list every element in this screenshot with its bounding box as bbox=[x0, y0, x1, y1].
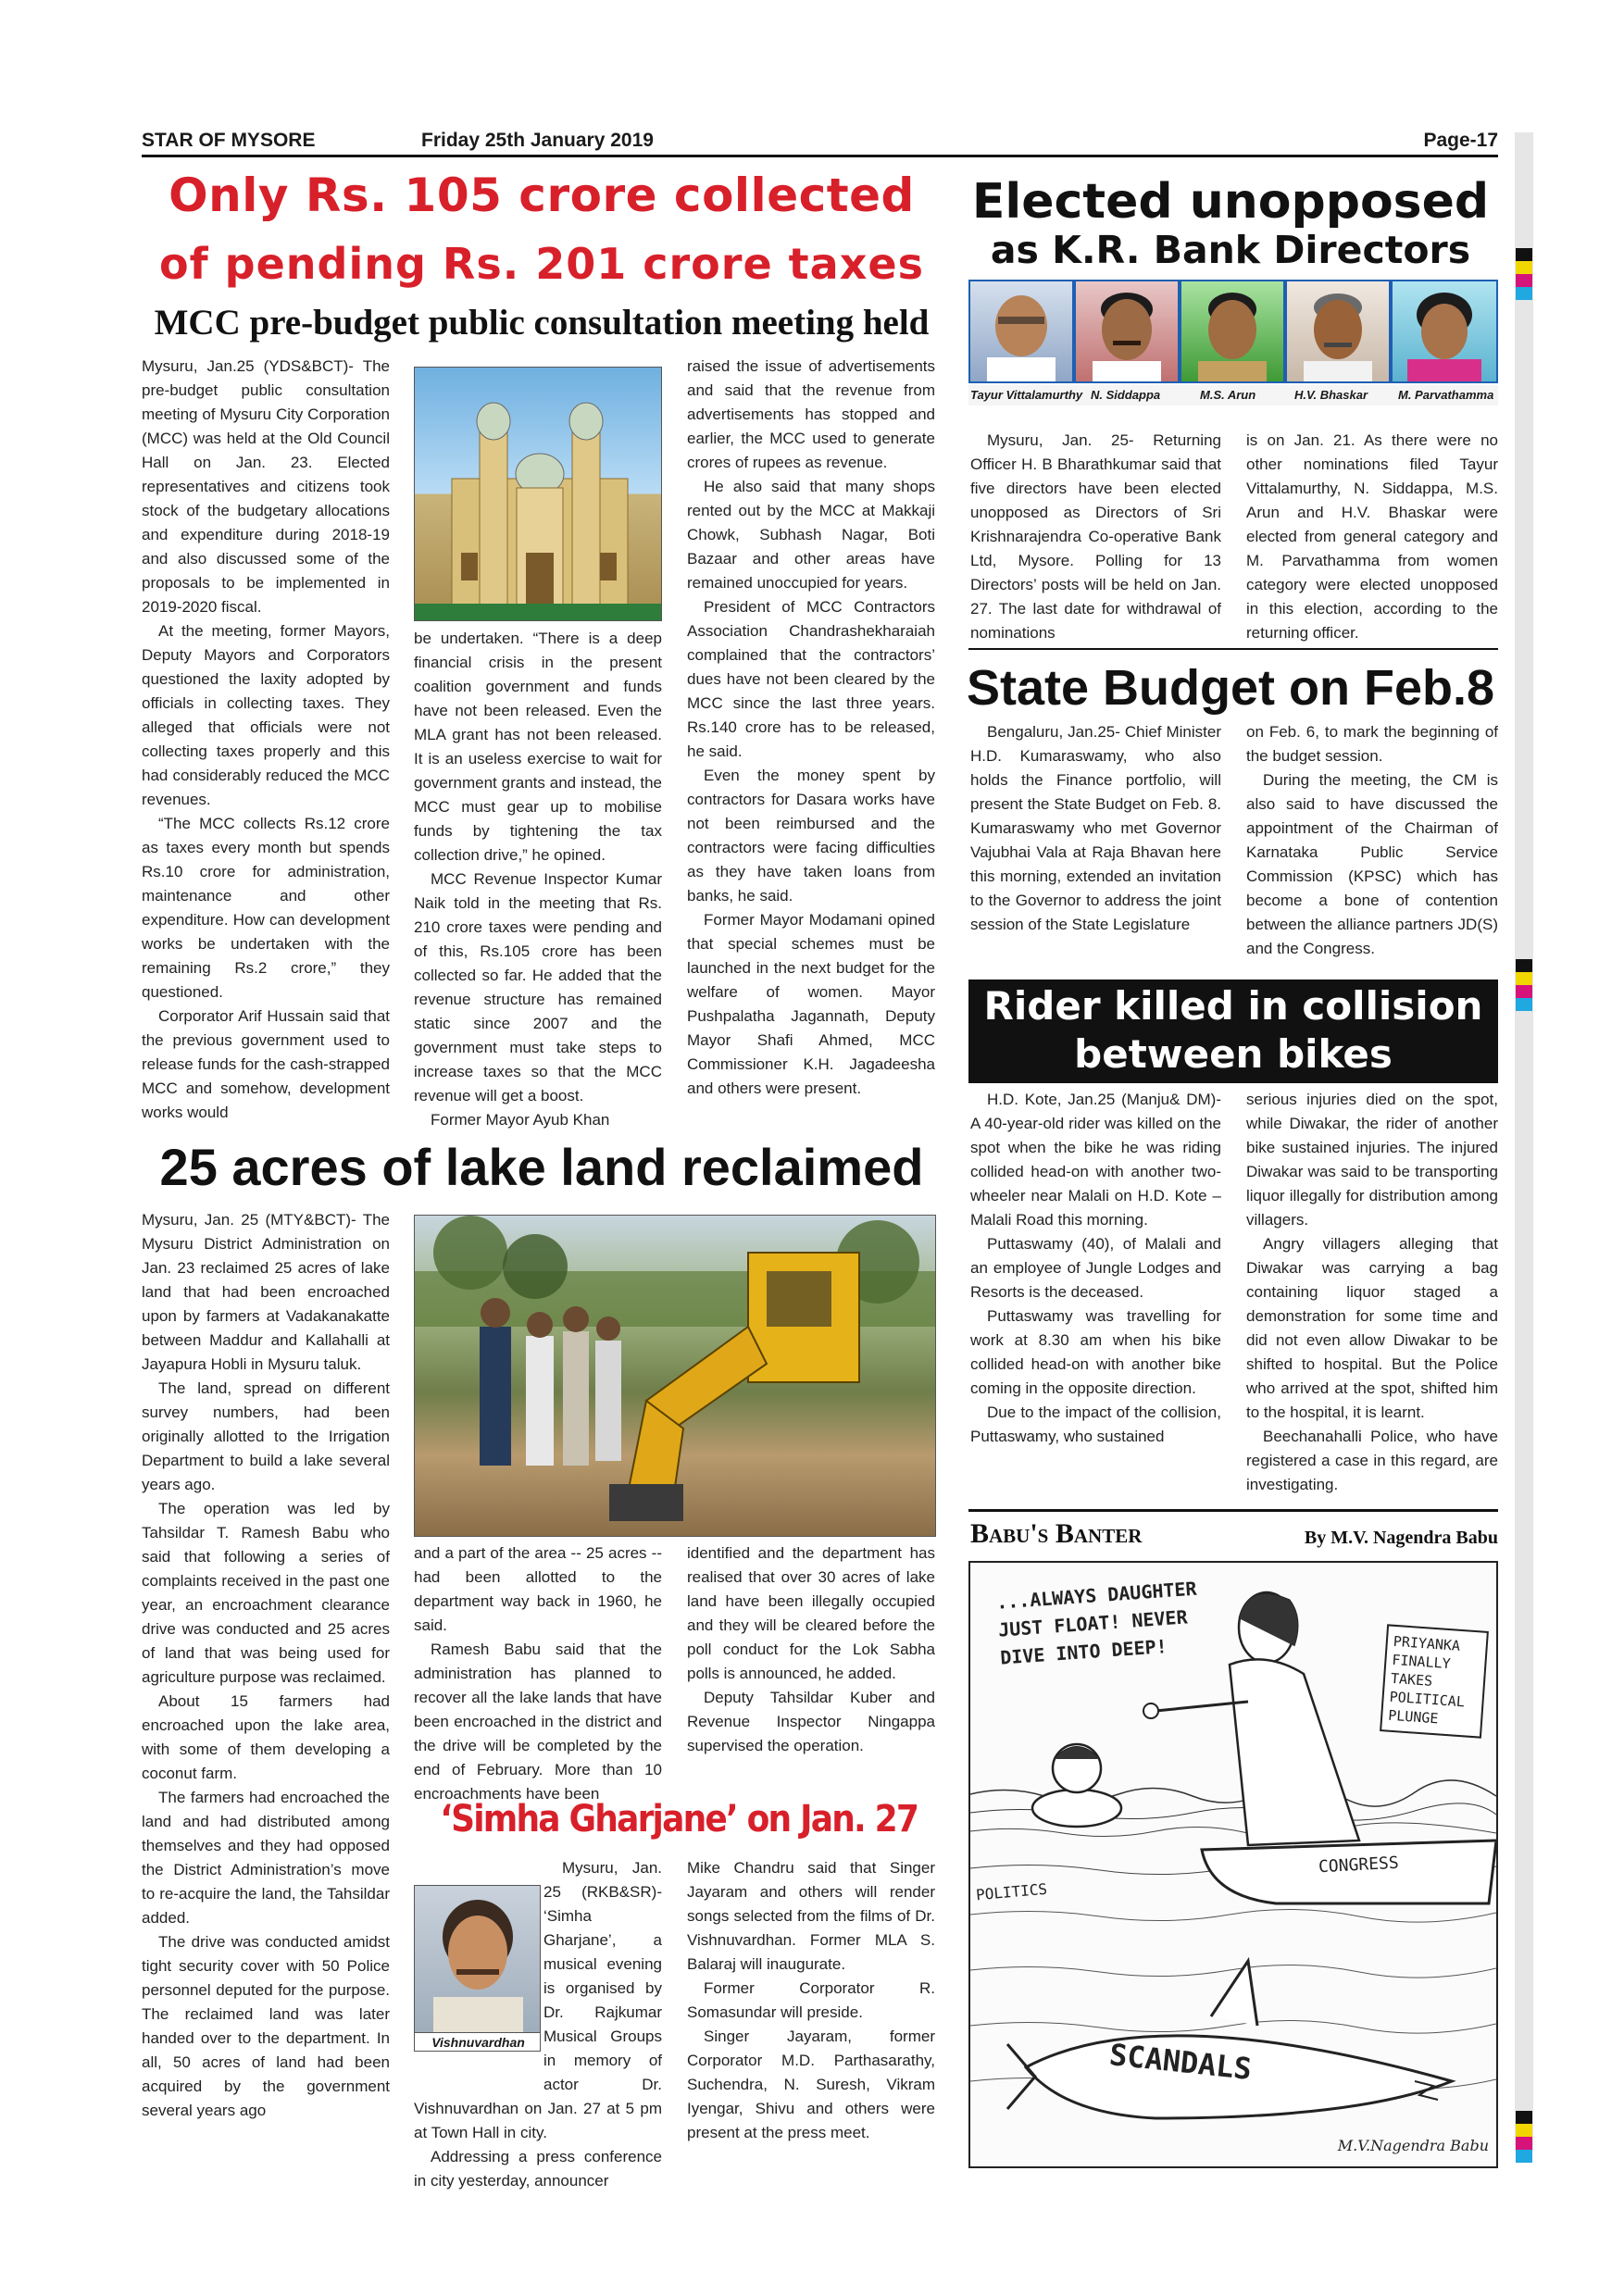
paragraph: Beechanahalli Police, who have registered a case in this regard, are investigating. bbox=[1246, 1428, 1498, 1493]
paper-name: STAR OF MYSORE bbox=[142, 130, 316, 151]
paragraph: on Feb. 6, to mark the beginning of the budget session. bbox=[1246, 723, 1498, 765]
mcc-headline-2: of pending Rs. 201 crore taxes bbox=[159, 239, 924, 289]
simha-column-2-top bbox=[414, 1856, 662, 2193]
paragraph: Angry villagers alleging that Diwakar was carrying a bag containing liquor staged a demonstration for some time and did not even allow Diwakar to be shifted to hospital. But the Police who arrived at the spot, shifted him to the hospital, it is learnt. bbox=[1246, 1235, 1498, 1421]
director-photo bbox=[970, 281, 1072, 381]
director-photo bbox=[1287, 281, 1389, 381]
paragraph: The drive was conducted amidst tight security cover with 50 Police personnel deputed for the purpose. The reclaimed land was later handed over to the department. In all, 50 acres of land had been acquired by the government several years ago bbox=[142, 1933, 390, 2119]
cartoon-boat-label: CONGRESS bbox=[1318, 1853, 1400, 1878]
cartoon-section-title: Babu's Banter bbox=[970, 1518, 1143, 1549]
lake-column-3 bbox=[687, 1541, 935, 1758]
paragraph: Bengaluru, Jan.25- Chief Minister H.D. Kumaraswamy, who also holds the Finance portfolio, will present the State Budget on Feb. 8. Kumaraswamy who met Governor Vajubhai Vala at Raja Bhavan here this morning, extended an invitation to the Governor to address the joint session of the State Legislature bbox=[970, 723, 1221, 933]
cartoon-signature: M.V.Nagendra Babu bbox=[1337, 2137, 1489, 2154]
cartoon-byline: By M.V. Nagendra Babu bbox=[1304, 1528, 1498, 1548]
paragraph: identified and the department has realised that over 30 acres of lake land have been illegally occupied and they will be cleared before the poll conduct for the Lok Sabha polls is announced, he added. bbox=[687, 1544, 935, 1682]
director-caption: M. Parvathamma bbox=[1398, 388, 1494, 402]
director-captions bbox=[968, 385, 1498, 406]
bank-column-2 bbox=[1246, 429, 1498, 645]
header-rule bbox=[142, 155, 1498, 157]
paragraph: Mysuru, Jan. 25- Returning Officer H. B Bharathkumar said that five directors have been elected unopposed as Directors of Sri Krishnarajendra Co-operative Bank Ltd, Mysore. Polling for 13 Directors’ posts will be held on Jan. 27. The last date for withdrawal of nominations bbox=[970, 431, 1221, 642]
rider-headline-1: Rider killed in collision bbox=[983, 983, 1483, 1029]
issue-date: Friday 25th January 2019 bbox=[421, 130, 654, 151]
mcc-column-1 bbox=[142, 355, 390, 1125]
paragraph: Former Corporator R. Somasundar will preside. bbox=[687, 1979, 935, 2021]
paragraph: Deputy Tahsildar Kuber and Revenue Inspector Ningappa supervised the operation. bbox=[687, 1689, 935, 1754]
director-photo bbox=[1393, 281, 1496, 381]
director-photo bbox=[1181, 281, 1283, 381]
budget-column-1 bbox=[970, 720, 1221, 937]
paragraph: The operation was led by Tahsildar T. Ramesh Babu who said that following a series of complaints received in the past one year, an encroachment clearance drive was conducted and 25 acres of land that was being used for agriculture purpose was reclaimed. bbox=[142, 1500, 390, 1686]
cartoon-frame bbox=[968, 1561, 1498, 2168]
budget-column-2 bbox=[1246, 720, 1498, 961]
rider-column-2 bbox=[1246, 1088, 1498, 1497]
director-caption: H.V. Bhaskar bbox=[1294, 388, 1368, 402]
bank-bottom-rule bbox=[968, 648, 1498, 650]
mcc-column-2 bbox=[414, 627, 662, 1132]
masthead-bar bbox=[142, 128, 1498, 154]
paragraph: Addressing a press conference in city yesterday, announcer bbox=[414, 2148, 662, 2190]
rider-headline-2: between bikes bbox=[1074, 1031, 1393, 1077]
paragraph: Corporator Arif Hussain said that the previous government used to release funds for the cash-strapped MCC and somehow, development works would bbox=[142, 1007, 390, 1121]
registration-mark-bottom bbox=[1516, 2111, 1532, 2163]
director-photos bbox=[968, 280, 1498, 383]
paragraph: Mysuru, Jan.25 (YDS&BCT)- The pre-budget public consultation meeting of Mysuru City Corporation (MCC) was held at the Old Council Hall on Jan. 23. Elected representatives and citizens took stock of the budgetary allocations and expenditure during 2018-19 and also discussed some of the proposals to be implemented in 2019-2020 fiscal. bbox=[142, 357, 390, 616]
vishnuvardhan-caption: Vishnuvardhan bbox=[415, 2032, 541, 2051]
registration-mark-top bbox=[1516, 248, 1532, 300]
paragraph: Former Mayor Modamani opined that special schemes must be launched in the next budget for the welfare of women. Mayor Pushpalatha Jagannath, Deputy Mayor Shafi Ahmed, MCC Commissioner K.H. Jagadeesha and others were present. bbox=[687, 911, 935, 1097]
paragraph: About 15 farmers had encroached upon the lake area, with some of them developing a coconut farm. bbox=[142, 1692, 390, 1782]
excavator-photo bbox=[414, 1215, 936, 1537]
excavator-illustration bbox=[415, 1216, 936, 1537]
paragraph: serious injuries died on the spot, while Diwakar, the rider of another bike sustained injuries. The injured Diwakar was said to be transporting liquor illegally for distribution among villagers. bbox=[1246, 1091, 1498, 1229]
paragraph: Ramesh Babu said that the administration has planned to recover all the lake lands that have been encroached in the district and the drive will be completed by the end of February. More than 10 encroachments have been bbox=[414, 1641, 662, 1803]
side-strip bbox=[1515, 132, 1533, 2151]
cartoon-shark-label: SCANDALS bbox=[1107, 2037, 1254, 2087]
cartoon-water-label: POLITICS bbox=[975, 1879, 1048, 1904]
cartoon-bubble-left: ...ALWAYS DAUGHTER JUST FLOAT! NEVER DIVE INTO DEEP! bbox=[995, 1577, 1198, 1669]
paragraph: Mysuru, Jan. 25 (MTY&BCT)- The Mysuru District Administration on Jan. 23 reclaimed 25 acres of lake land that had been encroached upon by farmers at Vadakanakatte between Maddur and Kallahalli at Jayapura Hobli in Mysuru taluk. bbox=[142, 1211, 390, 1373]
paragraph: President of MCC Contractors Association Chandrashekharaiah complained that the contractors’ dues have not been cleared by the MCC since the last three years. Rs.140 crore has to be released, he said. bbox=[687, 598, 935, 760]
paragraph: is on Jan. 21. As there were no other nominations filed Tayur Vittalamurthy, N. Siddappa, M.S. Arun and H.V. Bhaskar were elected from general category and M. Parvathamma from women category were elected unopposed in this election, according to the returning officer. bbox=[1246, 431, 1498, 642]
paragraph: “The MCC collects Rs.12 crore as taxes every month but spends Rs.10 crore for administration, maintenance and other expenditure. How can development works be undertaken with the remaining Rs.2 crore,” they questioned. bbox=[142, 815, 390, 1001]
paragraph: The land, spread on different survey numbers, had been originally allotted to the Irrigation Department to build a lake several years ago. bbox=[142, 1379, 390, 1493]
lake-headline: 25 acres of lake land reclaimed bbox=[159, 1138, 924, 1196]
director-caption: Tayur Vittalamurthy bbox=[970, 388, 1083, 402]
page-number: Page-17 bbox=[1423, 130, 1498, 151]
budget-headline: State Budget on Feb.8 bbox=[966, 660, 1495, 716]
paragraph: At the meeting, former Mayors, Deputy Mayors and Corporators questioned the laxity adopted by officials in collecting taxes. They alleged that officials were not collecting taxes properly and this had considerably reduced the MCC revenues. bbox=[142, 622, 390, 808]
paragraph: The farmers had encroached the land and had distributed among themselves and they had opposed the District Administration’s move to re-acquire the land, the Tahsildar added. bbox=[142, 1789, 390, 1927]
paragraph: raised the issue of advertisements and said that the revenue from advertisements has stopped and earlier, the MCC used to generate crores of rupees as revenue. bbox=[687, 357, 935, 471]
director-caption: M.S. Arun bbox=[1200, 388, 1256, 402]
simha-headline: ‘Simha Gharjane’ on Jan. 27 bbox=[440, 1798, 918, 1841]
paragraph: Singer Jayaram, former Corporator M.D. Parthasarathy, Suchendra, N. Suresh, Vikram Iyengar, Shivu and others were present at the press meet. bbox=[687, 2028, 935, 2141]
rider-column-1 bbox=[970, 1088, 1221, 1449]
simha-intro-wrap bbox=[414, 1885, 543, 2079]
paragraph: He also said that many shops rented out by the MCC at Makkaji Chowk, Subhash Nagar, Boti Bazaar and other areas have remained unoccupied for years. bbox=[687, 478, 935, 592]
rider-headline-box bbox=[968, 980, 1498, 1083]
lake-column-1 bbox=[142, 1208, 390, 2123]
paragraph: H.D. Kote, Jan.25 (Manju& DM)- A 40-year-old rider was killed on the spot when the bike he was riding collided head-on with another two-wheeler near Malali on H.D. Kote –Malali Road this morning. bbox=[970, 1091, 1221, 1229]
simha-column-3 bbox=[687, 1856, 935, 2145]
mcc-headline-1: Only Rs. 105 crore collected bbox=[169, 168, 915, 222]
paragraph: Puttaswamy was travelling for work at 8.30 am when his bike collided head-on with another bike coming in the opposite direction. bbox=[970, 1307, 1221, 1397]
paragraph: MCC Revenue Inspector Kumar Naik told in the meeting that Rs. 210 crore taxes were pending and of this, Rs.105 crore has been collected so far. He added that the revenue structure has remained static since 2007 and the government must take steps to increase taxes so that the MCC revenue will get a boost. bbox=[414, 870, 662, 1104]
palace-photo bbox=[414, 367, 662, 621]
paragraph: Even the money spent by contractors for Dasara works have not been reimbursed and the contractors were facing difficulties as they have taken loans from banks, he said. bbox=[687, 767, 935, 905]
paragraph: Former Mayor Ayub Khan bbox=[431, 1111, 610, 1129]
paragraph: and a part of the area -- 25 acres -- had been allotted to the department way back in 1960, he said. bbox=[414, 1544, 662, 1634]
rider-bottom-rule bbox=[968, 1509, 1498, 1512]
paragraph: Puttaswamy (40), of Malali and an employee of Jungle Lodges and Resorts is the deceased. bbox=[970, 1235, 1221, 1301]
paragraph: be undertaken. “There is a deep financial crisis in the present coalition government and funds have not been released. Even the MLA grant has not been released. It is an useless exercise to wait for government grants and instead, the MCC must gear up to mobilise funds by tightening the tax collection drive,” he opined. bbox=[414, 630, 662, 864]
palace-illustration bbox=[415, 368, 662, 621]
paragraph: Mike Chandru said that Singer Jayaram and others will render songs selected from the films of Dr. Vishnuvardhan. Former MLA S. Balaraj will inaugurate. bbox=[687, 1859, 935, 1973]
director-photo bbox=[1076, 281, 1178, 381]
bank-headline-2: as K.R. Bank Directors bbox=[990, 228, 1471, 272]
mcc-subhead: MCC pre-budget public consultation meeting held bbox=[154, 303, 930, 343]
bank-column-1 bbox=[970, 429, 1221, 645]
mcc-column-3 bbox=[687, 355, 935, 1101]
director-caption: N. Siddappa bbox=[1091, 388, 1161, 402]
bank-headline-1: Elected unopposed bbox=[971, 174, 1490, 230]
lake-column-2 bbox=[414, 1541, 662, 1806]
paragraph: Due to the impact of the collision, Puttaswamy, who sustained bbox=[970, 1404, 1221, 1445]
paragraph: During the meeting, the CM is also said to have discussed the appointment of the Chairman of Karnataka Public Service Commission (KPSC) which has become a bone of contention between the alliance partners JD(S) and the Congress. bbox=[1246, 771, 1498, 957]
paragraph: Mysuru, Jan. 25 (RKB&SR)- ‘Simha Gharjane’, a musical evening is organised by Dr. Rajkumar Musical Groups in memory of actor Dr. Vishnuvardhan on Jan. 27 at 5 pm at Town Hall in city. bbox=[414, 1859, 662, 2141]
cartoon-bubble-right: PRIYANKA FINALLY TAKES POLITICAL PLUNGE bbox=[1380, 1624, 1489, 1738]
registration-mark-middle bbox=[1516, 959, 1532, 1011]
